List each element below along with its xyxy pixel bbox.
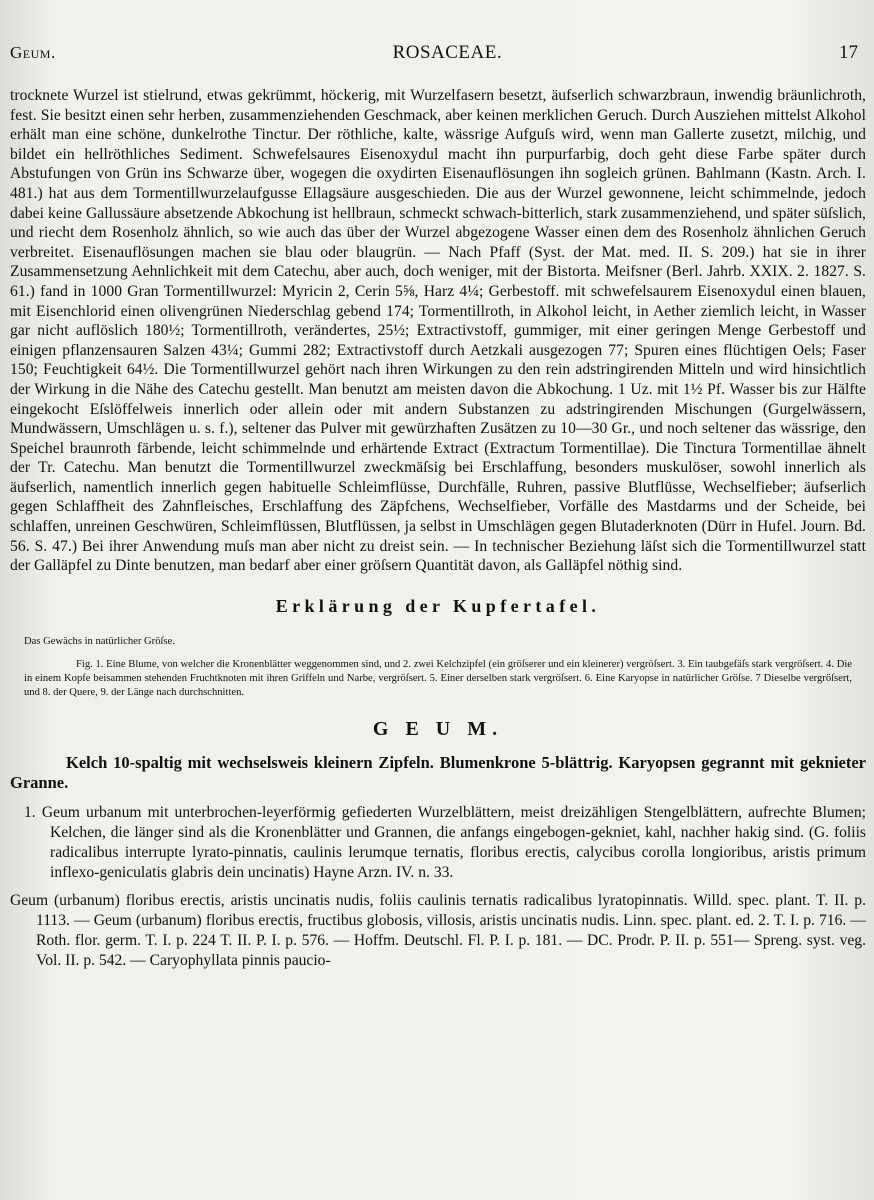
page-number: 17 xyxy=(839,42,858,63)
plate-figure-list: Fig. 1. Eine Blume, von welcher die Kronenblätter weggenommen sind, und 2. zwei Kelchzipfel (ein gröſserer und ein kleinerer) vergröſsert. 3. Ein taubgefäſs stark vergröſsert. 4. Die in einem Kopfe beisammen stehenden Fruchtknoten mit ihren Griffeln und Narbe, vergröſsert. 5. Einer derselben stark vergröſsert. 6. Eine Karyopse in natürlicher Gröſse. 7 Dieselbe vergröſsert, und 8. der Quere, 9. der Länge nach durchschnitten. xyxy=(24,658,852,698)
plate-caption-lead: Das Gewächs in natürlicher Gröſse. xyxy=(24,635,175,647)
genus-heading: G E U M. xyxy=(372,717,504,740)
running-head-family: ROSACEAE. xyxy=(392,42,503,63)
plate-explanation-heading: Erklärung der Kupfertafel. xyxy=(275,595,601,616)
tormentilla-description-paragraph: trocknete Wurzel ist stielrund, etwas gekrümmt, höckerig, mit Wurzelfasern besetzt, äufserlich schwarzbraun, inwendig bräunlichroth, fest. Sie besitzt einen sehr herben, zusammenziehenden Geschmack, aber keinen merklichen Geruch. Durch Ausziehen mittelst Alkohol erhält man eine schöne, dunkelrothe Tinctur. Der röthliche, kalte, wässrige Aufguſs wird, wenn man Gallerte zusetzt, milchig, und bildet ein hellröthliches Sediment. Schwefelsaures Eisenoxydul macht ihn purpurfarbig, doch geht diese Farbe später durch Abstufungen von Grün ins Schwarze über, wogegen die oxydirten Eisenauflösungen ihn sogleich grünen. Bahlmann (Kastn. Arch. I. 481.) hat aus dem Tormentillwurzelaufgusse Ellagsäure ausgeschieden. Die aus der Wurzel gewonnene, leicht schimmelnde, jedoch dabei keine Gallussäure absetzende Abkochung ist hellbraun, schmeckt schwach-bitterlich, stark zusammenziehend, und später süſslich, und riecht dem Rosenholz ähnlich, so wie auch das über der Wurzel abgezogene Wasser einen dem des Rosenholz ähnlichen Geruch verbreitet. Eisenauflösungen machen sie blau oder blaugrün. — Nach Pfaff (Syst. der Mat. med. II. S. 209.) hat sie in ihrer Zusammensetzung Aehnlichkeit mit dem Catechu, aber auch, doch weniger, mit der Bistorta. Meifsner (Berl. Jahrb. XXIX. 2. 1827. S. 61.) fand in 1000 Gran Tormentillwurzel: Myricin 2, Cerin 5⅝, Harz 4¼; Gerbestoff. mit schwefelsaurem Eisenoxydul einen blauen, mit Eisenchlorid einen olivengrünen Niederschlag gebend 174; Tormentillroth, in Alkohol leicht, in Aether ziemlich leicht, in Wasser gar nicht auflöslich 180½; Tormentillroth, verändertes, 25½; Extractivstoff, gummiger, mit einer geringen Menge Gerbestoff und einigen pflanzensauren Salzen 43¼; Gummi 282; Extractivstoff durch Aetzkali ausgezogen 77; Spuren eines flüchtigen Oels; Faser 150; Feuchtigkeit 64½. Die Tormentillwurzel gehört nach ihren Wirkungen zu den rein adstringirenden Mitteln und wird hinsichtlich der Wirkung in die Nähe des Catechu gestellt. Man benutzt am meisten davon die Abkochung. 1 Uz. mit 1½ Pf. Wasser bis zur Hälfte eingekocht Eſslöffelweis innerlich oder allein oder mit andern Substanzen zu adstringirenden Mischungen (Gurgelwässern, Mundwässern, Umschlägen u. s. f.), seltener das Pulver mit gewürzhaften Zusätzen zu 10—30 Gr., und noch seltener das wässrige, den Speichel braunroth färbende, leicht schimmelnde und erhärtende Extract (Extractum Tormentillae). Die Tinctura Tormentillae ähnelt der Tr. Catechu. Man benutzt die Tormentillwurzel zweckmäſsig bei Erschlaffung, besonders muskulöser, sowohl innerlich als äufserlich, namentlich innerlich gegen habituelle Schleimflüsse, Durchfälle, Ruhren, passive Blutflüsse, Wechselfieber; äufserlich gegen Schlaffheit des Zahnfleisches, Erschlaffung des Zäpfchens, Wechselfieber, Vorfälle des Mastdarms und der Scheide, bei schlaffen, unreinen Geschwüren, Schleimflüssen, Blutflüssen, ja selbst in Umschlägen gegen Blutaderknoten (Dürr in Hufel. Journ. Bd. 56. S. 47.) Bei ihrer Anwendung muſs man aber nicht zu dreist sein. — In technischer Beziehung läſst sich die Tormentillwurzel statt der Galläpfel zu Dinte benutzen, man bedarf aber einer gröſsern Quantität davon, als Galläpfel nöthig sind. xyxy=(10,87,866,575)
species-entry: 1. Geum urbanum mit unterbrochen-leyerförmig gefiederten Wurzelblättern, meist dreizähligen Stengelblättern, aufrechte Blumen; Kelchen, die länger sind als die Kronenblätter und Grannen, die anfangs eingebogen-gekniet, kahl, nachher hakig sind. (G. foliis radicalibus interrupte lyrato-pinnatis, caulinis lerumque ternatis, floribus erectis, calycibus corolla longioribus, aristis primum inflexo-geniculatis glabris dein uncinatis) Hayne Arzn. IV. n. 33. xyxy=(24,803,866,881)
species-synonymy: Geum (urbanum) floribus erectis, aristis uncinatis nudis, foliis caulinis ternatis radicalibus lyratopinnatis. Willd. spec. plant. T. II. p. 1113. — Geum (urbanum) floribus erectis, fructibus globosis, villosis, aristis uncinatis nudis. Linn. spec. plant. ed. 2. T. I. p. 716. — Roth. flor. germ. T. I. p. 224 T. II. P. I. p. 576. — Hoffm. Deutschl. Fl. P. I. p. 181. — DC. Prodr. P. II. p. 551— Spreng. syst. veg. Vol. II. p. 542. — Caryophyllata pinnis paucio- xyxy=(10,891,866,969)
running-head-genus: Geum. xyxy=(10,43,56,62)
genus-diagnosis: Kelch 10-spaltig mit wechselsweis kleinern Zipfeln. Blumenkrone 5-blättrig. Karyopsen gegrannt mit geknieter Granne. xyxy=(10,752,866,792)
plate-caption xyxy=(24,635,852,700)
running-header xyxy=(10,42,866,64)
